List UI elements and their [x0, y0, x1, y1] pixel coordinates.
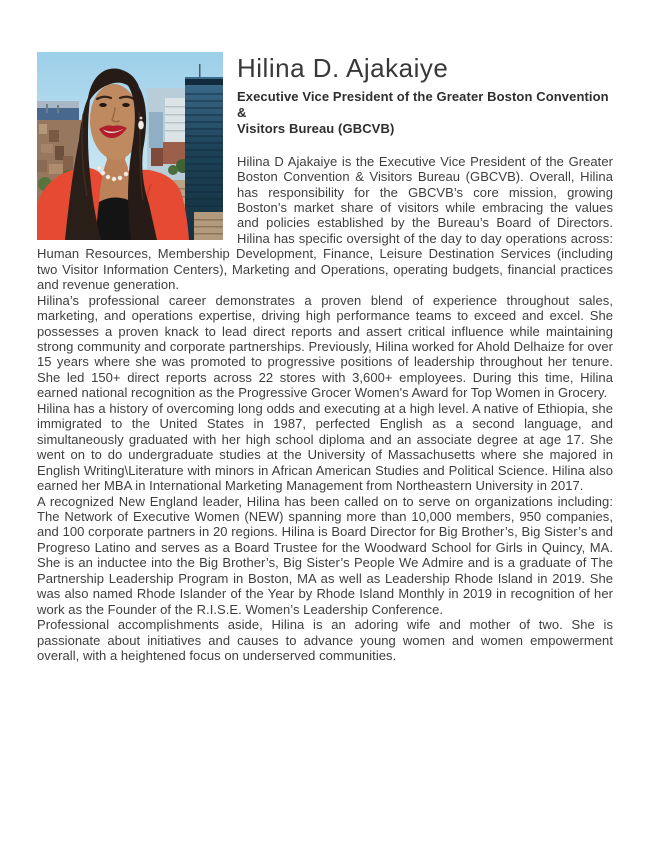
bio-paragraph-2: Hilina’s professional career demonstrates a proven blend of experience throughout sales, marketing, and operations expertise, driving high performance teams to exceed and excel. She possesses a proven knack to lead direct reports and assert critical influence while maintaining strong community and corporate partnerships. Previously, Hilina worked for Ahold Delhaize for over 15 years where she was promoted to progressive positions of leadership throughout her tenure. She led 150+ direct reports across 22 stores with 3,600+ employees. During this time, Hilina earned national recognition as the Progressive Grocer Women's Award for Top Women in Grocery.: [37, 292, 613, 401]
person-name: Hilina D. Ajakaiye: [237, 53, 449, 83]
portrait-photo: [37, 52, 223, 240]
person-title-line-2: Visitors Bureau (GBCVB): [237, 120, 395, 136]
bio-paragraph-4: A recognized New England leader, Hilina has been called on to serve on organizations including: The Network of Executive Women (NEW) spanning more than 10,000 members, 950 companies, and 100 corporate partners in 20 regions. Hilina is Board Director for Big Brother’s, Big Sister’s and Progreso Latino and serves as a Board Trustee for the Woodward School for Girls in Quincy, MA. She is an inductee into the Big Brother’s, Big Sister’s People We Admire and is a graduate of The Partnership Leadership Program in Boston, MA as well as Leadership Rhode Island in 2019. She was also named Rhode Islander of the Year by Rhode Island Monthly in 2019 in recognition of her work as the Founder of the R.I.S.E. Women’s Leadership Conference.: [37, 493, 613, 617]
bio-paragraph-1: Hilina D Ajakaiye is the Executive Vice President of the Greater Boston Convention & Visitors Bureau (GBCVB). Overall, Hilina has responsibility for the GBCVB’s core mission, growing Boston’s market share of visitors while embracing the values and policies established by the Bureau’s Board of Directors. Hilina has specific oversight of the day to day operations across: Human Resources, Membership Development, Finance, Leisure Destination Services (including two Visitor Information Centers), Marketing and Operations, operating budgets, financial practices and revenue generation.: [37, 153, 613, 293]
boston-skyline-portrait-graphic: [37, 52, 223, 240]
person-title-line-1: Executive Vice President of the Greater Boston Convention &: [237, 88, 609, 120]
bio-paragraph-3: Hilina has a history of overcoming long odds and executing at a high level. A native of Ethiopia, she immigrated to the United States in 1987, perfected English as a second language, and simultaneously graduated with her high school diploma and an associate degree at age 17. She went on to do undergraduate studies at the University of Massachusetts where she majored in English Writing\Literature with minors in African American Studies and Political Science. Hilina also earned her MBA in International Marketing Management from Northeastern University in 2017.: [37, 400, 613, 494]
bio-paragraph-5: Professional accomplishments aside, Hilina is an adoring wife and mother of two. She is passionate about initiatives and causes to advance young women and women empowerment overall, with a heightened focus on underserved communities.: [37, 617, 613, 664]
